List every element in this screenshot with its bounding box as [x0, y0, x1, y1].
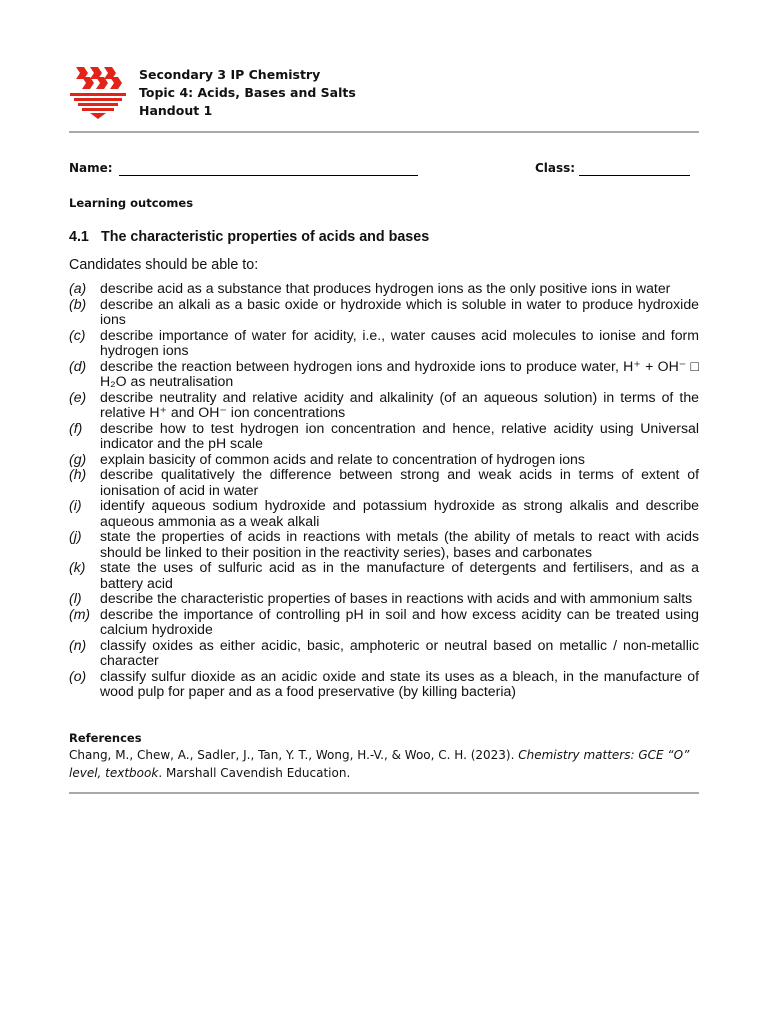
references-heading: References — [69, 731, 142, 745]
outcome-item — [69, 421, 699, 452]
outcome-label: (b) — [69, 295, 87, 312]
outcome-label: (k) — [69, 559, 86, 575]
outcome-label: (i) — [69, 497, 82, 513]
reference-book-title: Chemistry matters: GCE “O” level, textbook — [69, 748, 690, 780]
outcome-text: describe the importance of controlling pH in soil and how excess acidity can be treated using calcium hydroxide — [100, 605, 699, 637]
outcome-item — [69, 390, 699, 421]
outcome-item — [69, 669, 699, 700]
outcome-text: state the uses of sulfuric acid as in the manufacture of detergents and fertilisers, and as a battery acid — [100, 559, 699, 591]
reference-publisher: . Marshall Cavendish Education. — [158, 766, 351, 780]
outcome-item — [69, 638, 699, 669]
topic-title: Topic 4: Acids, Bases and Salts — [139, 85, 356, 100]
outcome-text: classify sulfur dioxide as an acidic oxide and state its uses as a bleach, in the manufacture of wood pulp for paper and as a food preservative (by killing bacteria) — [100, 667, 699, 699]
outcome-item — [69, 498, 699, 529]
outcome-label: (c) — [69, 326, 86, 343]
reference-authors: Chang, M., Chew, A., Sadler, J., Tan, Y. T., Wong, H.-V., & Woo, C. H. (2023). — [69, 748, 519, 762]
outcome-label: (g) — [69, 450, 87, 467]
outcome-text: describe qualitatively the difference between strong and weak acids in terms of extent of ionisation of acid in water — [100, 466, 699, 498]
outcome-text: state the properties of acids in reactions with metals (the ability of metals to react with acids should be linked to their position in the reactivity series), bases and carbonates — [100, 528, 699, 560]
class-field[interactable] — [579, 175, 690, 176]
outcome-label: (h) — [69, 466, 87, 482]
outcome-text: explain basicity of common acids and relate to concentration of hydrogen ions — [100, 450, 585, 467]
outcome-text: describe importance of water for acidity, i.e., water causes acid molecules to ionise and form hydrogen ions — [100, 326, 699, 358]
outcomes-list — [69, 281, 699, 700]
outcome-item — [69, 328, 699, 359]
student-info-row — [69, 159, 699, 179]
outcome-label: (d) — [69, 357, 87, 374]
footer-divider — [69, 792, 699, 794]
outcome-label: (l) — [69, 590, 82, 606]
outcome-item — [69, 452, 699, 468]
outcome-label: (o) — [69, 667, 87, 684]
section-number: 4.1 — [69, 229, 89, 245]
outcome-text: describe the characteristic properties of bases in reactions with acids and with ammonium salts — [100, 590, 693, 606]
name-field[interactable] — [119, 175, 418, 176]
outcome-label: (j) — [69, 528, 82, 544]
outcome-item — [69, 297, 699, 328]
outcome-text: identify aqueous sodium hydroxide and potassium hydroxide as strong alkalis and describe aqueous ammonia as a weak alkali — [100, 497, 699, 529]
school-logo — [68, 65, 128, 119]
learning-outcomes-heading: Learning outcomes — [69, 196, 194, 210]
outcome-label: (n) — [69, 636, 87, 653]
outcome-item — [69, 281, 699, 297]
outcome-text: classify oxides as either acidic, basic, amphoteric or neutral based on metallic / non-metallic character — [100, 636, 699, 668]
section-intro: Candidates should be able to: — [69, 257, 259, 273]
outcome-item — [69, 591, 699, 607]
outcome-text: describe neutrality and relative acidity and alkalinity (of an aqueous solution) in terms of the relative H⁺ and OH⁻ ion concentrations — [100, 388, 699, 420]
handout-title: Handout 1 — [139, 103, 213, 118]
reference-entry — [69, 746, 709, 782]
outcome-item — [69, 560, 699, 591]
document-header — [139, 66, 356, 120]
outcome-text: describe how to test hydrogen ion concentration and hence, relative acidity using Universal indicator and the pH scale — [100, 419, 699, 451]
outcome-item — [69, 359, 699, 390]
outcome-text: describe the reaction between hydrogen ions and hydroxide ions to produce water, H⁺ + OH⁻ □ H₂O as neutralisation — [100, 357, 699, 389]
class-label: Class: — [535, 161, 576, 175]
outcome-label: (a) — [69, 280, 87, 296]
outcome-label: (m) — [69, 605, 91, 622]
outcome-item — [69, 467, 699, 498]
section-heading — [69, 229, 429, 245]
course-title: Secondary 3 IP Chemistry — [139, 67, 321, 82]
outcome-text: describe an alkali as a basic oxide or hydroxide which is soluble in water to produce hydroxide ions — [100, 295, 699, 327]
name-label: Name: — [69, 161, 113, 175]
outcome-text: describe acid as a substance that produces hydrogen ions as the only positive ions in water — [100, 280, 671, 296]
section-title: The characteristic properties of acids and bases — [101, 229, 430, 245]
outcome-item — [69, 529, 699, 560]
outcome-item — [69, 607, 699, 638]
header-divider — [69, 131, 699, 133]
outcome-label: (e) — [69, 388, 87, 405]
outcome-label: (f) — [69, 419, 83, 436]
